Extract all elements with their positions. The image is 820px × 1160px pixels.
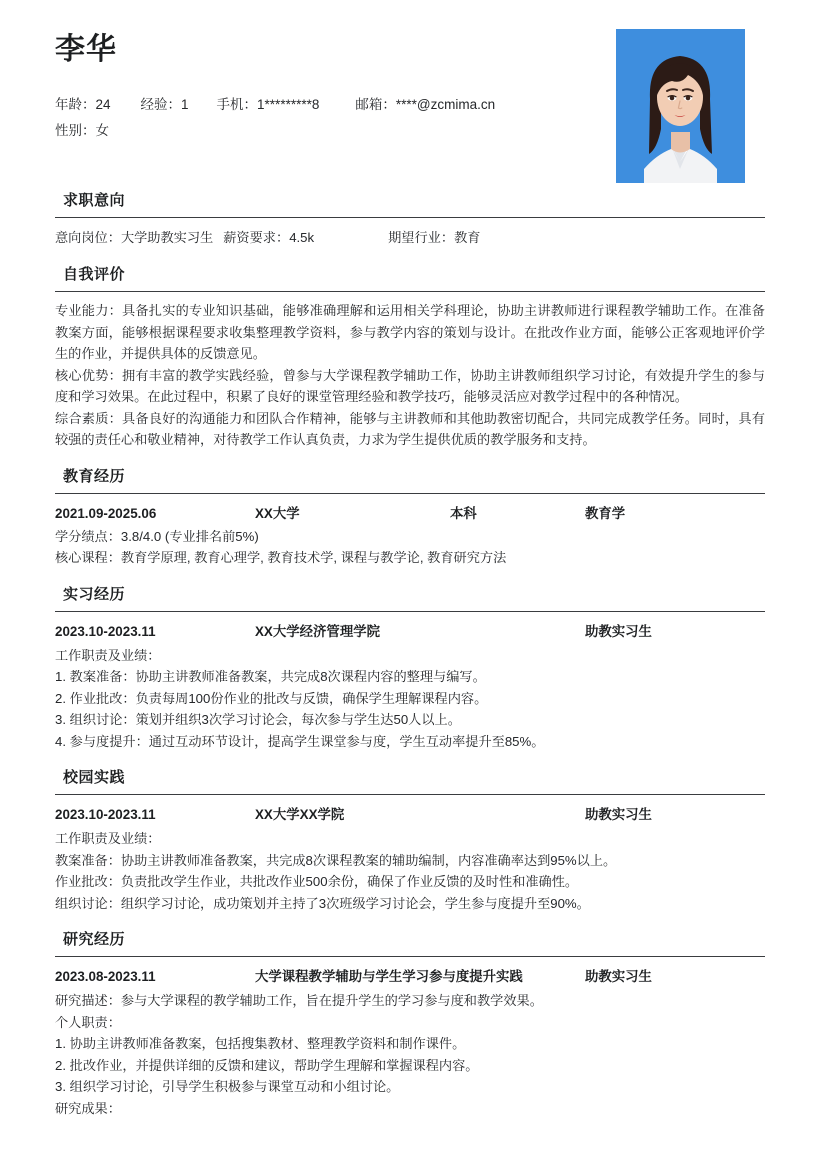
portrait-illustration [616,29,745,183]
intent-position-value: 大学助教实习生 [120,230,214,245]
research-line: 研究描述：参与大学课程的教学辅助工作，旨在提升学生的学习参与度和教学效果。 [55,993,543,1008]
section-title-internship: 实习经历 [63,585,126,603]
section-divider [55,794,765,795]
meta-experience-value: 1 [181,97,189,112]
education-gpa: 学分绩点：3.8/4.0 (专业排名前5%) [55,528,259,544]
campus-practice-line: 教案准备：协助主讲教师准备教案，共完成8次课程教案的辅助编制，内容准确率达到95%以上。 [55,852,617,868]
section-education [55,465,765,569]
research-topic: 大学课程教学辅助与学生学习参与度提升实践 [255,969,523,984]
campus-practice-entry [55,804,765,914]
education-date: 2021.09-2025.06 [55,505,157,521]
meta-email [355,92,495,118]
section-divider [55,493,765,494]
internship-date: 2023.10-2023.11 [55,623,156,639]
internship-role: 助教实习生 [585,623,652,639]
section-self-evaluation [55,263,765,451]
internship-entry-header [55,621,765,643]
section-title-education: 教育经历 [63,467,126,485]
campus-practice-date: 2023.10-2023.11 [55,807,156,822]
candidate-photo [616,29,745,183]
internship-line: 工作职责及业绩： [55,647,161,663]
campus-practice-organization: XX大学XX学院 [255,807,345,822]
self-evaluation-paragraph: 专业能力：具备扎实的专业知识基础，能够准确理解和运用相关学科理论，协助主讲教师进行课程教学辅助工作。在准备教案方面，能够根据课程要求收集整理教学资料，参与教学内容的策划与设计。在批改作业方面，能够公正客观地评价学生的作业，并提供具体的反馈意见。 [55,303,765,361]
campus-practice-role: 助教实习生 [585,807,652,822]
intent-industry-label: 期望行业： [388,230,455,245]
research-line: 3. 组织学习讨论，引导学生积极参与课堂互动和小组讨论。 [55,1079,400,1094]
education-degree: 本科 [450,505,477,521]
internship-line: 4. 参与度提升：通过互动环节设计，提高学生课堂参与度，学生互动率提升至85%。 [55,733,545,749]
education-entry-header [55,503,765,525]
section-research [55,928,765,1119]
internship-line: 2. 作业批改：负责每周100份作业的批改与反馈，确保学生理解课程内容。 [55,690,488,706]
meta-age [55,92,111,118]
meta-gender [55,118,109,144]
internship-line: 1. 教案准备：协助主讲教师准备教案，共完成8次课程内容的整理与编写。 [55,669,486,684]
meta-phone [217,92,320,118]
section-title-self-evaluation: 自我评价 [63,266,126,283]
campus-practice-line: 作业批改：负责批改学生作业，共批改作业500余份，确保了作业反馈的及时性和准确性。 [55,874,579,889]
section-divider [55,956,765,957]
education-details [55,526,765,569]
meta-email-value: ****@zcmima.cn [395,97,496,112]
education-school: XX大学 [255,505,300,521]
self-evaluation-body [55,300,765,451]
research-details [55,990,765,1119]
education-courses: 核心课程：教育学原理, 教育心理学, 教育技术学, 课程与教学论, 教育研究方法 [55,550,507,565]
education-entry [55,503,765,569]
meta-gender-value: 女 [95,123,109,138]
section-divider [55,611,765,612]
intent-industry-value: 教育 [454,230,481,245]
internship-details [55,645,765,753]
research-line: 研究成果： [55,1100,121,1116]
meta-experience [141,92,189,118]
intent-row [55,227,765,249]
section-intent [55,189,765,249]
section-campus-practice [55,766,765,914]
candidate-name: 李华 [55,33,117,66]
intent-salary-label: 薪资要求： [223,230,290,245]
internship-organization: XX大学经济管理学院 [255,623,380,639]
section-title-campus-practice: 校园实践 [63,769,126,786]
section-title-research: 研究经历 [63,931,126,948]
research-line: 2. 批改作业，并提供详细的反馈和建议，帮助学生理解和掌握课程内容。 [55,1057,479,1073]
campus-practice-entry-header [55,804,765,826]
meta-gender-label: 性别： [55,123,96,138]
intent-position-label: 意向岗位： [55,230,121,245]
self-evaluation-paragraph: 综合素质：具备良好的沟通能力和团队合作精神，能够与主讲教师和其他助教密切配合，共同完成教学任务。同时，具有较强的责任心和敬业精神，对待教学工作认真负责，力求为学生提供优质的教学服务和支持。 [55,410,765,447]
campus-practice-line: 工作职责及业绩： [55,831,161,846]
section-divider [55,291,765,292]
campus-practice-line: 组织讨论：组织学习讨论，成功策划并主持了3次班级学习讨论会，学生参与度提升至90%。 [55,895,590,911]
section-title-intent: 求职意向 [63,192,126,209]
campus-practice-details [55,828,765,914]
intent-salary-value: 4.5k [289,230,315,245]
meta-phone-label: 手机： [216,97,258,112]
meta-experience-label: 经验： [140,97,182,112]
education-major: 教育学 [585,505,626,521]
internship-entry [55,621,765,753]
section-internship [55,583,765,753]
resume-header [55,0,765,175]
meta-email-label: 邮箱： [355,97,396,112]
meta-age-value: 24 [95,97,111,112]
self-evaluation-paragraph: 核心优势：拥有丰富的教学实践经验，曾参与大学课程教学辅助工作，协助主讲教师组织学习讨论，有效提升学生的参与度和学习效果。在此过程中，积累了良好的课堂管理经验和教学技巧，能够灵活应对教学过程中的各种情况。 [55,367,765,404]
meta-phone-value: 1*********8 [257,97,320,112]
meta-age-label: 年龄： [55,97,96,112]
research-line: 1. 协助主讲教师准备教案，包括搜集教材、整理教学资料和制作课件。 [55,1036,466,1051]
internship-line: 3. 组织讨论：策划并组织3次学习讨论会，每次参与学生达50人以上。 [55,712,461,727]
research-role: 助教实习生 [585,969,652,984]
research-line: 个人职责： [55,1014,121,1030]
section-divider [55,217,765,218]
research-entry [55,966,765,1119]
research-entry-header [55,966,765,988]
research-date: 2023.08-2023.11 [55,969,156,984]
